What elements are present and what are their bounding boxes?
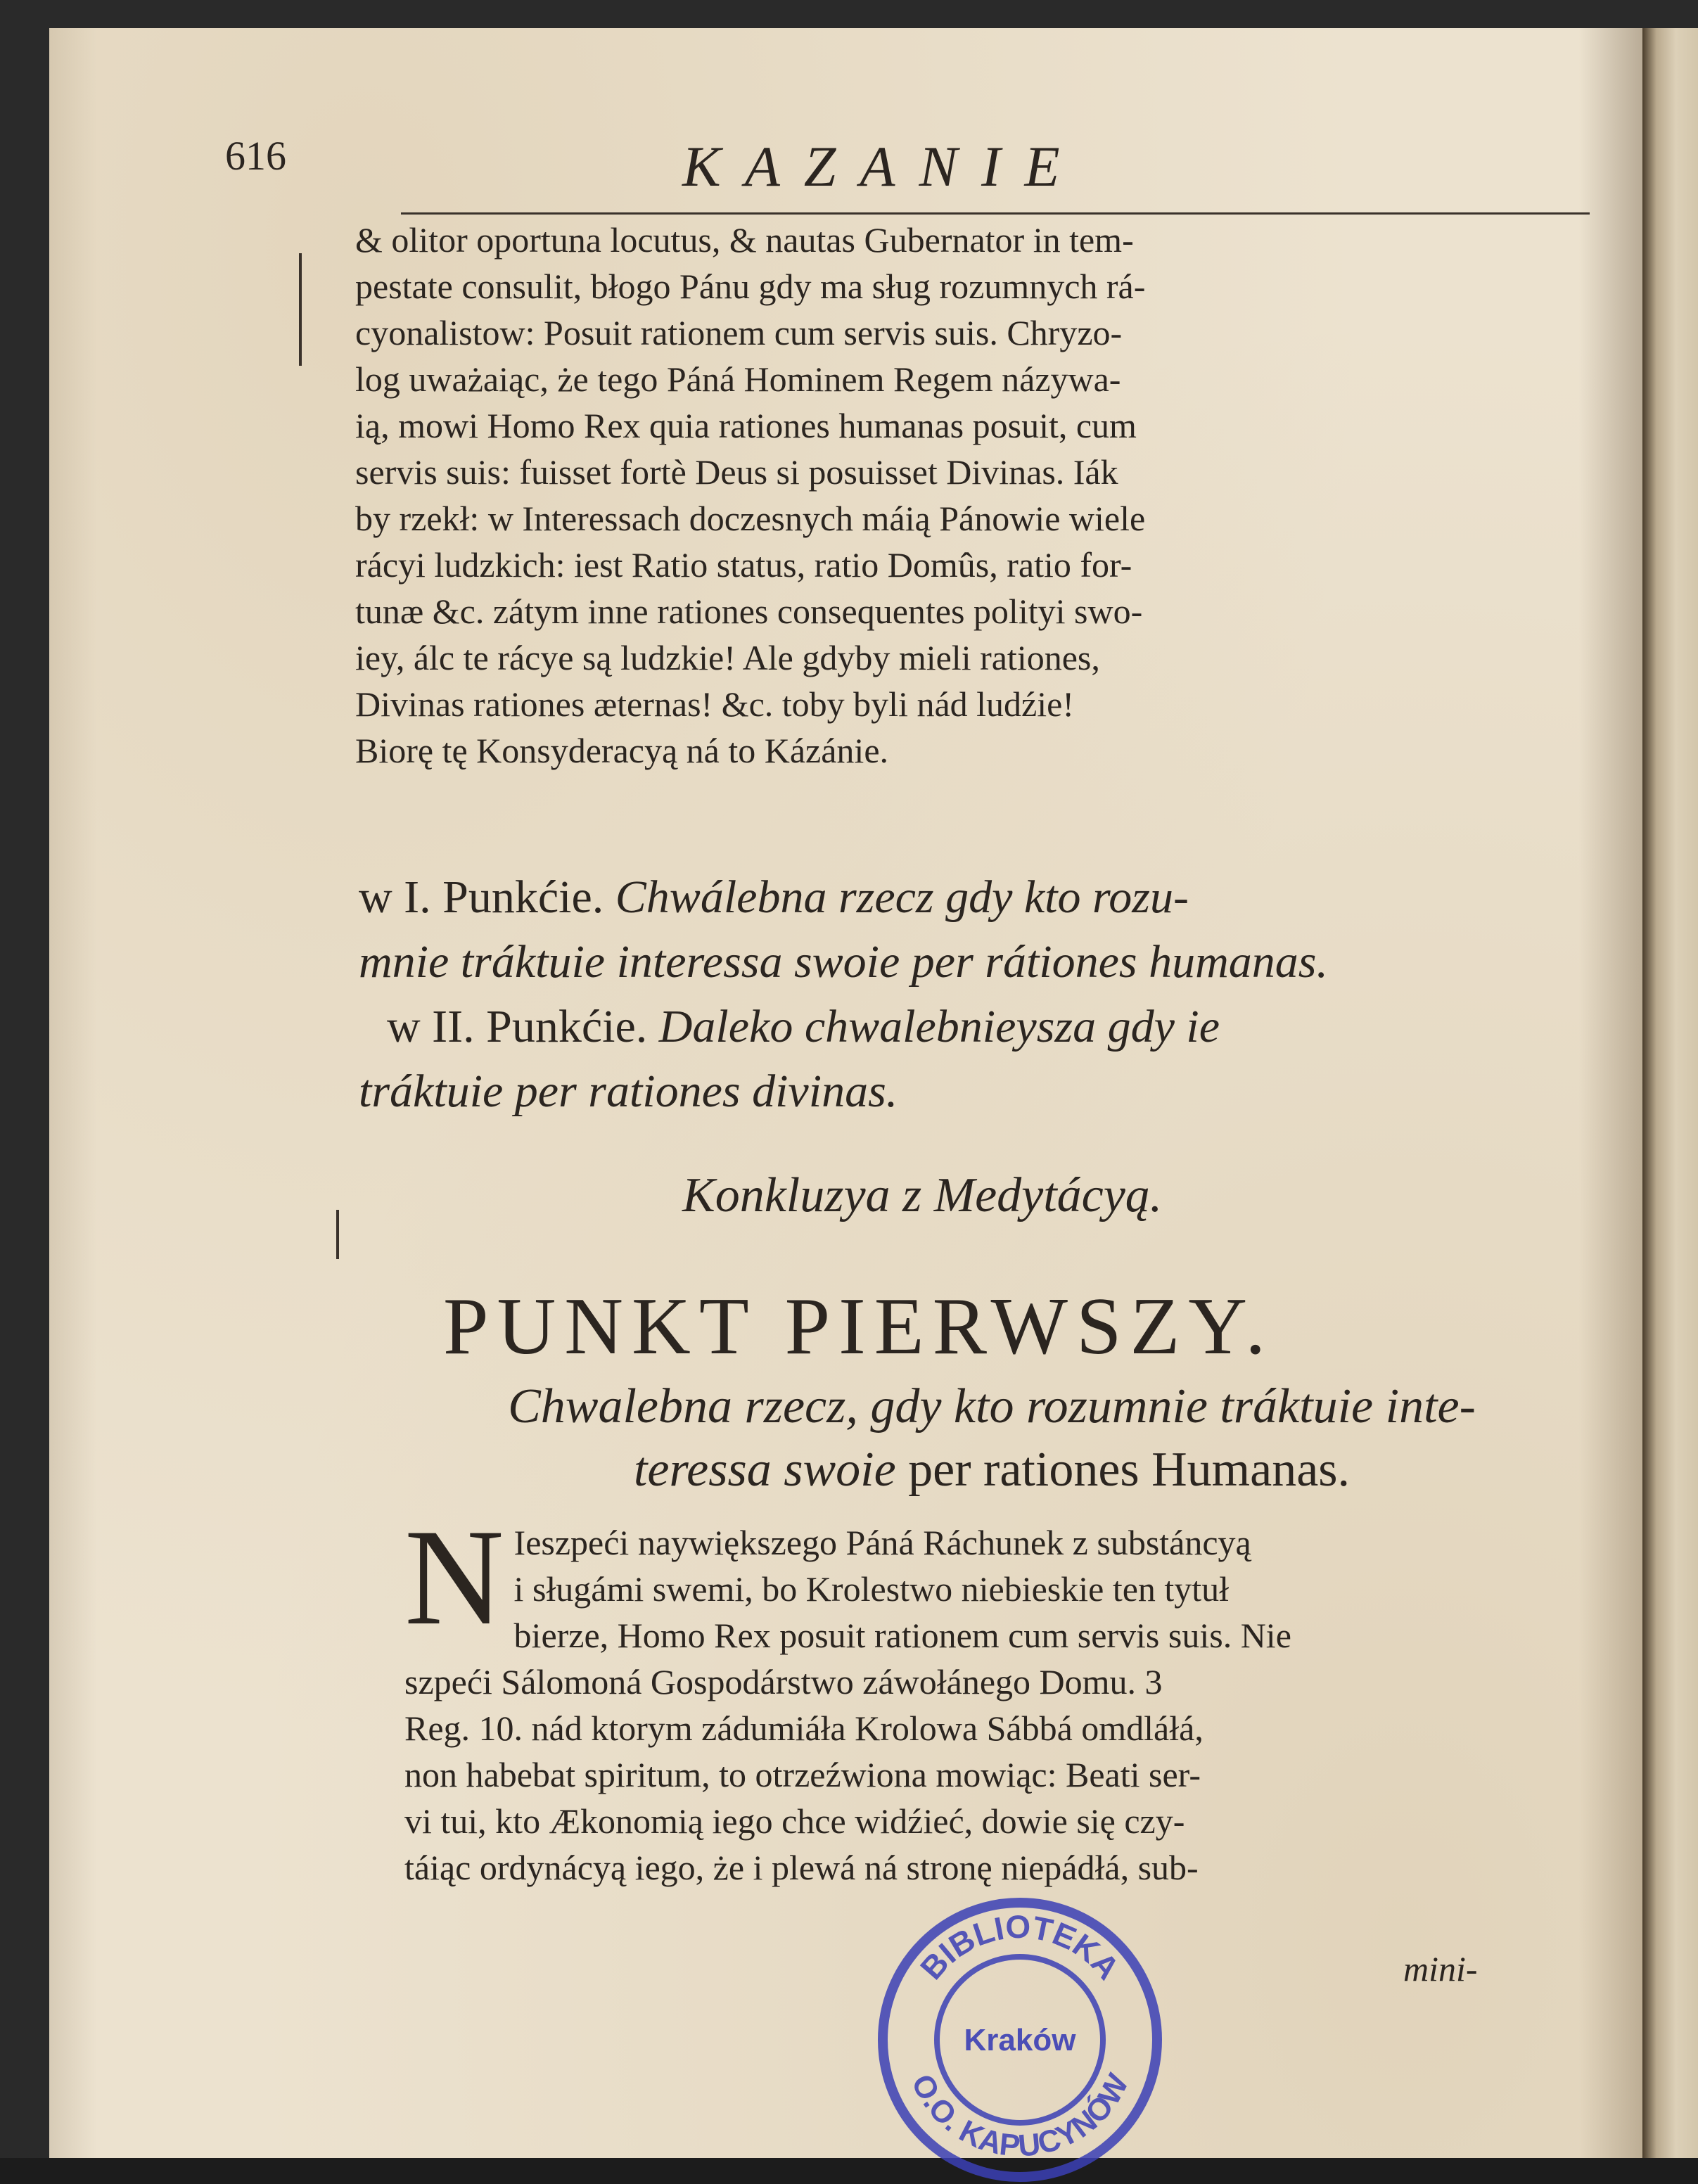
catchword: mini- — [1403, 1949, 1478, 1988]
intro-paragraph — [355, 217, 1593, 774]
body-line: táiąc ordynácyą iego, że i plewá ná stronę niepádłá, sub- — [404, 1848, 1199, 1887]
body-paragraph — [404, 1501, 1593, 1891]
body-line: i sługámi swemi, bo Krolestwo niebieskie ten tytuł — [513, 1569, 1230, 1609]
subtitle-italic: teressa swoie — [633, 1443, 896, 1497]
point-one-text: Chwálebna rzecz gdy kto rozu- — [615, 871, 1189, 923]
point-one-text-cont: mnie tráktuie interessa swoie per rátiones humanas. — [359, 936, 1328, 988]
body-line: vi tui, kto Ækonomią iego chce widźieć, dowie się czy- — [404, 1801, 1185, 1841]
point-two-text: Daleko chwalebnieysza gdy ie — [658, 1001, 1220, 1052]
intro-line: tunæ &c. zátym inne rationes consequentes polityi swo- — [355, 592, 1143, 631]
running-head: KAZANIE — [682, 134, 1084, 198]
intro-line: pestate consulit, błogo Pánu gdy ma sług rozumnych rá- — [355, 267, 1146, 306]
body-line: szpeći Sálomoná Gospodárstwo záwołánego Domu. 3 — [404, 1662, 1163, 1701]
conclusion-heading: Konkluzya z Medytácyą. — [682, 1168, 1163, 1222]
intro-line: rácyi ludzkich: iest Ratio status, ratio Domûs, ratio for- — [355, 545, 1132, 585]
stamp-ring-top: BIBLIOTEKA — [912, 1908, 1128, 1986]
intro-line: log uważaiąc, że tego Páná Hominem Regem názywa- — [355, 359, 1121, 399]
subtitle-line — [387, 1438, 1597, 1502]
point-one-label: w I. Punkćie. — [359, 871, 604, 923]
subtitle-roman: per rationes Humanas. — [908, 1443, 1351, 1497]
intro-line: Divinas rationes æternas! &c. toby byli nád ludźie! — [355, 684, 1074, 724]
intro-line: cyonalistow: Posuit rationem cum servis suis. Chryzo- — [355, 313, 1123, 352]
point-two — [359, 995, 1590, 1059]
subtitle-line: Chwalebna rzecz, gdy kto rozumnie tráktuie inte- — [508, 1379, 1476, 1433]
points-outline — [359, 865, 1590, 1124]
library-stamp — [876, 1896, 1164, 2184]
intro-line: & olitor oportuna locutus, & nautas Gubernator in tem- — [355, 220, 1134, 260]
point-two-label: w II. Punkćie. — [387, 1001, 648, 1052]
intro-line: servis suis: fuisset fortè Deus si posuisset Divinas. Iák — [355, 452, 1118, 492]
point-two-text-cont: tráktuie per rationes divinas. — [359, 1066, 898, 1117]
intro-line: iey, álc te rácye są ludzkie! Ale gdyby mieli rationes, — [355, 638, 1100, 677]
body-line: Reg. 10. nád ktorym zádumiáła Krolowa Sábbá omdláłá, — [404, 1709, 1204, 1748]
margin-mark — [299, 253, 302, 366]
stamp-center-text: Kraków — [964, 2023, 1076, 2057]
intro-line: ią, mowi Homo Rex quia rationes humanas posuit, cum — [355, 406, 1137, 445]
facing-page-edge — [1642, 28, 1698, 2158]
point-two-continued — [359, 1059, 1590, 1124]
body-line: bierze, Homo Rex posuit rationem cum servis suis. Nie — [513, 1616, 1291, 1655]
intro-line: Biorę tę Konsyderacyą ná to Kázánie. — [355, 731, 889, 770]
body-line: Ieszpeći naywiększego Páná Ráchunek z substáncyą — [513, 1523, 1251, 1562]
point-one — [359, 865, 1590, 930]
point-one-continued — [359, 930, 1590, 995]
stamp-ring-bottom: O.O. KAPUCYNÓW — [904, 2068, 1136, 2164]
page-number: 616 — [225, 133, 286, 179]
section-subtitle — [387, 1375, 1597, 1502]
drop-cap: N — [404, 1501, 504, 1654]
book-page — [49, 28, 1642, 2164]
header-rule — [401, 212, 1590, 215]
intro-line: by rzekł: w Interessach doczesnych máią Pánowie wiele — [355, 499, 1146, 538]
body-line: non habebat spiritum, to otrzeźwiona mowiąc: Beati ser- — [404, 1755, 1201, 1794]
margin-mark — [336, 1210, 339, 1259]
section-title: PUNKT PIERWSZY. — [443, 1282, 1275, 1372]
